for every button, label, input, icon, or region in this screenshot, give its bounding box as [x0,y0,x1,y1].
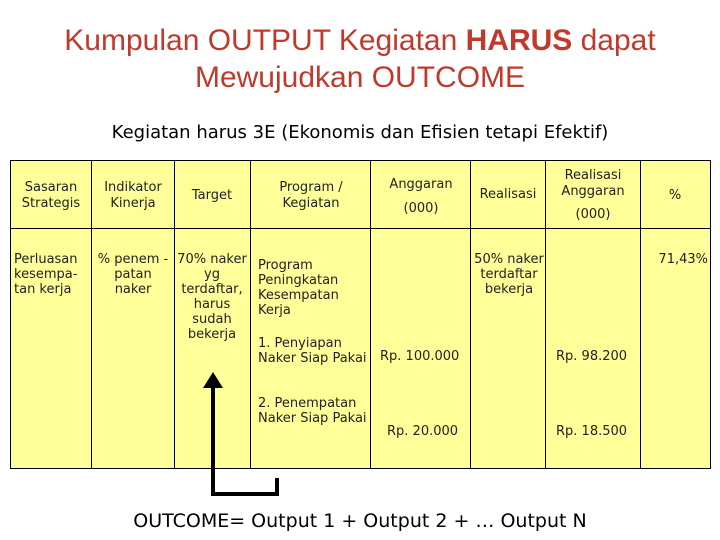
title-line-1 [0,22,720,59]
header-realisasi-anggaran-unit: (000) [575,207,611,222]
kegiatan-1-name: 1. Penyiapan Naker Siap Pakai [258,336,367,366]
col-divider [710,160,711,468]
header-realisasi-anggaran: Realisasi Anggaran [561,168,625,199]
kegiatan-2-name: 2. Penempatan Naker Siap Pakai [258,396,367,426]
cell-persen: 71,43% [658,252,708,267]
title-pre: Kumpulan OUTPUT Kegiatan [64,24,466,57]
kegiatan-1-anggaran: Rp. 100.000 [380,349,460,364]
title-post: dapat [572,24,656,57]
header-indikator: Indikator Kinerja [104,180,162,211]
col-divider [174,160,175,468]
header-program: Program / Kegiatan [279,180,343,211]
output-to-target-arrow-icon [195,370,295,510]
cell-sasaran: Perluasan kesempa-tan kerja [14,252,78,297]
header-persen: % [668,188,682,203]
subtitle: Kegiatan harus 3E (Ekonomis dan Efisien tetapi Efektif) [111,122,609,143]
col-divider [91,160,92,468]
col-divider [640,160,641,468]
cell-realisasi: 50% naker terdaftar bekerja [474,252,544,297]
kegiatan-2-realisasi-anggaran: Rp. 18.500 [556,424,628,439]
title-line-2: Mewujudkan OUTCOME [194,61,526,94]
col-divider [545,160,546,468]
header-realisasi: Realisasi [479,187,537,202]
col-divider [10,160,11,468]
col-divider [370,160,371,468]
header-target: Target [191,188,233,203]
title-bold: HARUS [465,24,573,57]
header-anggaran-unit: (000) [403,201,439,216]
cell-program: Program Peningkatan Kesempatan Kerja [258,258,339,318]
table-border-top [10,160,711,161]
header-anggaran: Anggaran [389,177,453,192]
kegiatan-2-anggaran: Rp. 20.000 [387,424,459,439]
header-row-divider [10,228,711,229]
outcome-formula: OUTCOME= Output 1 + Output 2 + … Output N [133,510,587,532]
header-sasaran: Sasaran Strategis [21,180,81,211]
cell-indikator: % penem -patan naker [97,252,169,297]
table-border-bottom [10,468,711,469]
col-divider [470,160,471,468]
kegiatan-1-realisasi-anggaran: Rp. 98.200 [556,349,628,364]
cell-target: 70% naker yg terdaftar, harus sudah bekerja [177,252,247,342]
slide-title [0,22,720,96]
